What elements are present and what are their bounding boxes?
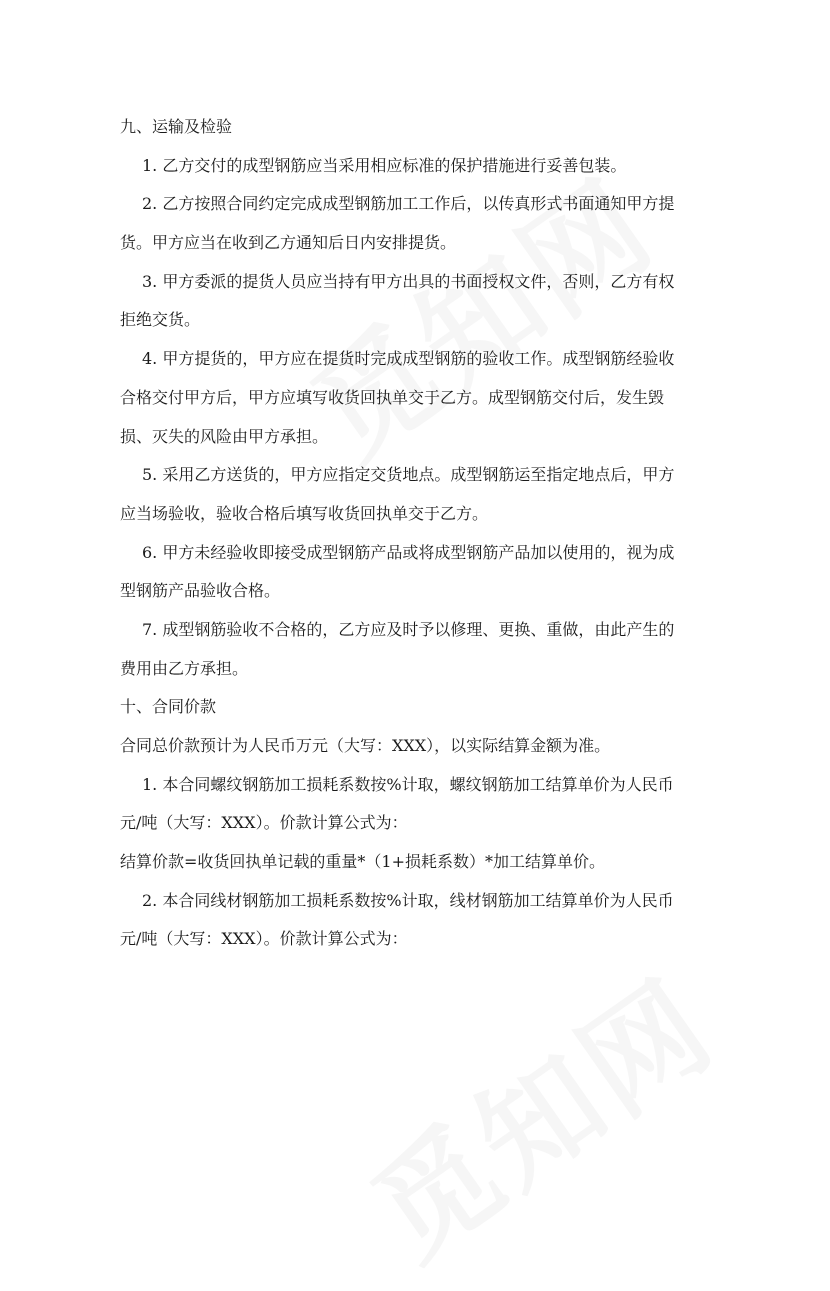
clause-text-continued: 拒绝交货。 [120,310,201,330]
clause-text-continued: 元/吨（大写：XXX）。价款计算公式为： [120,929,408,949]
clause-number: 1. [142,155,158,175]
clause-text: 本合同线材钢筋加工损耗系数按%计取，线材钢筋加工结算单价为人民币 [162,890,674,910]
clause-text-continued: 型钢筋产品验收合格。 [120,581,281,601]
clause-number: 3. [142,271,158,291]
clause-9-1 [120,147,720,186]
clause-number: 4. [142,349,158,369]
clause-number: 7. [142,619,158,639]
clause-text-continued: 合格交付甲方后，甲方应填写收货回执单交于乙方。成型钢筋交付后，发生毁 [120,387,665,407]
document-body [120,108,720,959]
clause-10-2 [120,882,720,959]
price-formula: 结算价款=收货回执单记载的重量*（1+损耗系数）*加工结算单价。 [120,852,605,872]
price-intro: 合同总价款预计为人民币万元（大写：XXX），以实际结算金额为准。 [120,736,611,755]
clause-number: 2. [142,194,158,214]
clause-text: 采用乙方送货的，甲方应指定交货地点。成型钢筋运至指定地点后，甲方 [162,465,675,485]
clause-number: 1. [142,774,158,794]
clause-text: 本合同螺纹钢筋加工损耗系数按%计取，螺纹钢筋加工结算单价为人民币 [162,774,674,794]
clause-text: 乙方交付的成型钢筋应当采用相应标准的保护措施进行妥善包装。 [162,155,627,175]
clause-text: 甲方提货的，甲方应在提货时完成成型钢筋的验收工作。成型钢筋经验收 [162,349,675,369]
clause-9-7 [120,611,720,688]
clause-number: 2. [142,890,158,910]
clause-9-6 [120,534,720,611]
clause-9-4 [120,340,720,456]
watermark-lower [334,1001,646,1291]
clause-9-3 [120,263,720,340]
clause-number: 5. [142,465,158,485]
clause-10-1 [120,766,720,843]
section-heading-transport: 九、运输及检验 [120,117,233,136]
clause-number: 6. [142,542,158,562]
clause-text-continued: 元/吨（大写：XXX）。价款计算公式为： [120,813,408,833]
clause-text: 成型钢筋验收不合格的，乙方应及时予以修理、更换、重做，由此产生的 [162,619,675,639]
section-heading-price: 十、合同价款 [120,697,217,717]
clause-9-2 [120,185,720,262]
clause-text: 甲方委派的提货人员应当持有甲方出具的书面授权文件，否则，乙方有权 [162,271,675,291]
clause-text-continued: 费用由乙方承担。 [120,658,249,678]
clause-text-continued: 应当场验收，验收合格后填写收货回执单交于乙方。 [120,503,489,523]
clause-text: 乙方按照合同约定完成成型钢筋加工工作后，以传真形式书面通知甲方提 [162,194,675,214]
clause-text-continued: 损、灭失的风险由甲方承担。 [120,426,329,446]
clause-9-5 [120,456,720,533]
clause-text: 甲方未经验收即接受成型钢筋产品或将成型钢筋产品加以使用的，视为成 [162,542,675,562]
clause-text-continued: 货。甲方应当在收到乙方通知后日内安排提货。 [120,233,457,253]
